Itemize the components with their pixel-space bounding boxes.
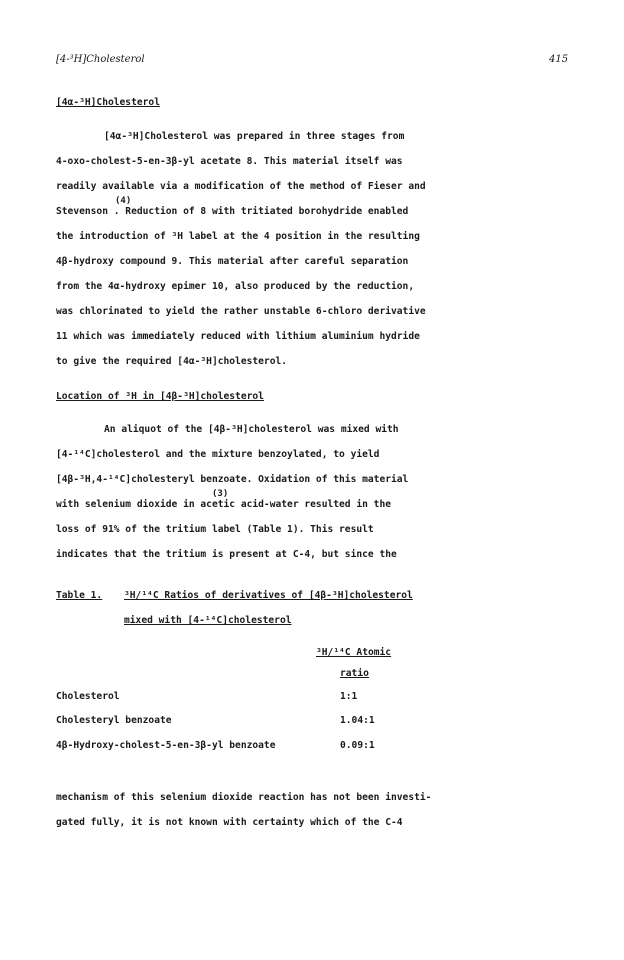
table-cell-compound: Cholesterol bbox=[56, 691, 120, 702]
table-cell-ratio: 1:1 bbox=[340, 691, 358, 702]
running-title: [4-³H]Cholesterol bbox=[56, 54, 145, 65]
paragraph-line: from the 4α-hydroxy epimer 10, also produced by the reduction, bbox=[56, 281, 415, 292]
table-caption: mixed with [4-¹⁴C]cholesterol bbox=[124, 615, 292, 626]
table-cell-compound: Cholesteryl benzoate bbox=[56, 715, 172, 726]
paragraph-line: An aliquot of the [4β-³H]cholesterol was mixed with bbox=[104, 424, 399, 435]
reference-marker: (3) bbox=[212, 489, 229, 499]
column-header: ³H/¹⁴C Atomic bbox=[316, 647, 392, 658]
paragraph-line: 4-oxo-cholest-5-en-3β-yl acetate 8. This material itself was bbox=[56, 156, 403, 167]
paragraph-line: [4α-³H]Cholesterol was prepared in three stages from bbox=[104, 131, 405, 142]
paragraph-line: mechanism of this selenium dioxide reaction has not been investi- bbox=[56, 792, 432, 803]
paragraph-line: [4-¹⁴C]cholesterol and the mixture benzoylated, to yield bbox=[56, 449, 380, 460]
paragraph-line: with selenium dioxide in acetic acid-water resulted in the bbox=[56, 499, 392, 510]
paragraph-line: 11 which was immediately reduced with lithium aluminium hydride bbox=[56, 331, 420, 342]
reference-marker: (4) bbox=[115, 196, 132, 206]
paragraph-line: indicates that the tritium is present at C-4, but since the bbox=[56, 549, 397, 560]
paragraph-line: loss of 91% of the tritium label (Table 1). This result bbox=[56, 524, 374, 535]
table-cell-compound: 4β-Hydroxy-cholest-5-en-3β-yl benzoate bbox=[56, 740, 276, 751]
paragraph-line: gated fully, it is not known with certainty which of the C-4 bbox=[56, 817, 403, 828]
section-heading-location: Location of ³H in [4β-³H]cholesterol bbox=[56, 391, 264, 402]
paragraph-line: readily available via a modification of the method of Fieser and bbox=[56, 181, 426, 192]
page-number: 415 bbox=[549, 54, 569, 65]
column-header: ratio bbox=[340, 668, 369, 679]
table-label: Table 1. bbox=[56, 590, 103, 601]
paragraph-line: 4β-hydroxy compound 9. This material after careful separation bbox=[56, 256, 409, 267]
paragraph-line: [4β-³H,4-¹⁴C]cholesteryl benzoate. Oxidation of this material bbox=[56, 474, 409, 485]
paragraph-line: Stevenson . Reduction of 8 with tritiated borohydride enabled bbox=[56, 206, 409, 217]
paragraph-line: the introduction of ³H label at the 4 position in the resulting bbox=[56, 231, 420, 242]
table-cell-ratio: 1.04:1 bbox=[340, 715, 375, 726]
table-cell-ratio: 0.09:1 bbox=[340, 740, 375, 751]
table-caption: ³H/¹⁴C Ratios of derivatives of [4β-³H]cholesterol bbox=[124, 590, 413, 601]
paragraph-line: to give the required [4α-³H]cholesterol. bbox=[56, 356, 288, 367]
paragraph-line: was chlorinated to yield the rather unstable 6-chloro derivative bbox=[56, 306, 426, 317]
section-heading-4alpha: [4α-³H]Cholesterol bbox=[56, 97, 160, 108]
